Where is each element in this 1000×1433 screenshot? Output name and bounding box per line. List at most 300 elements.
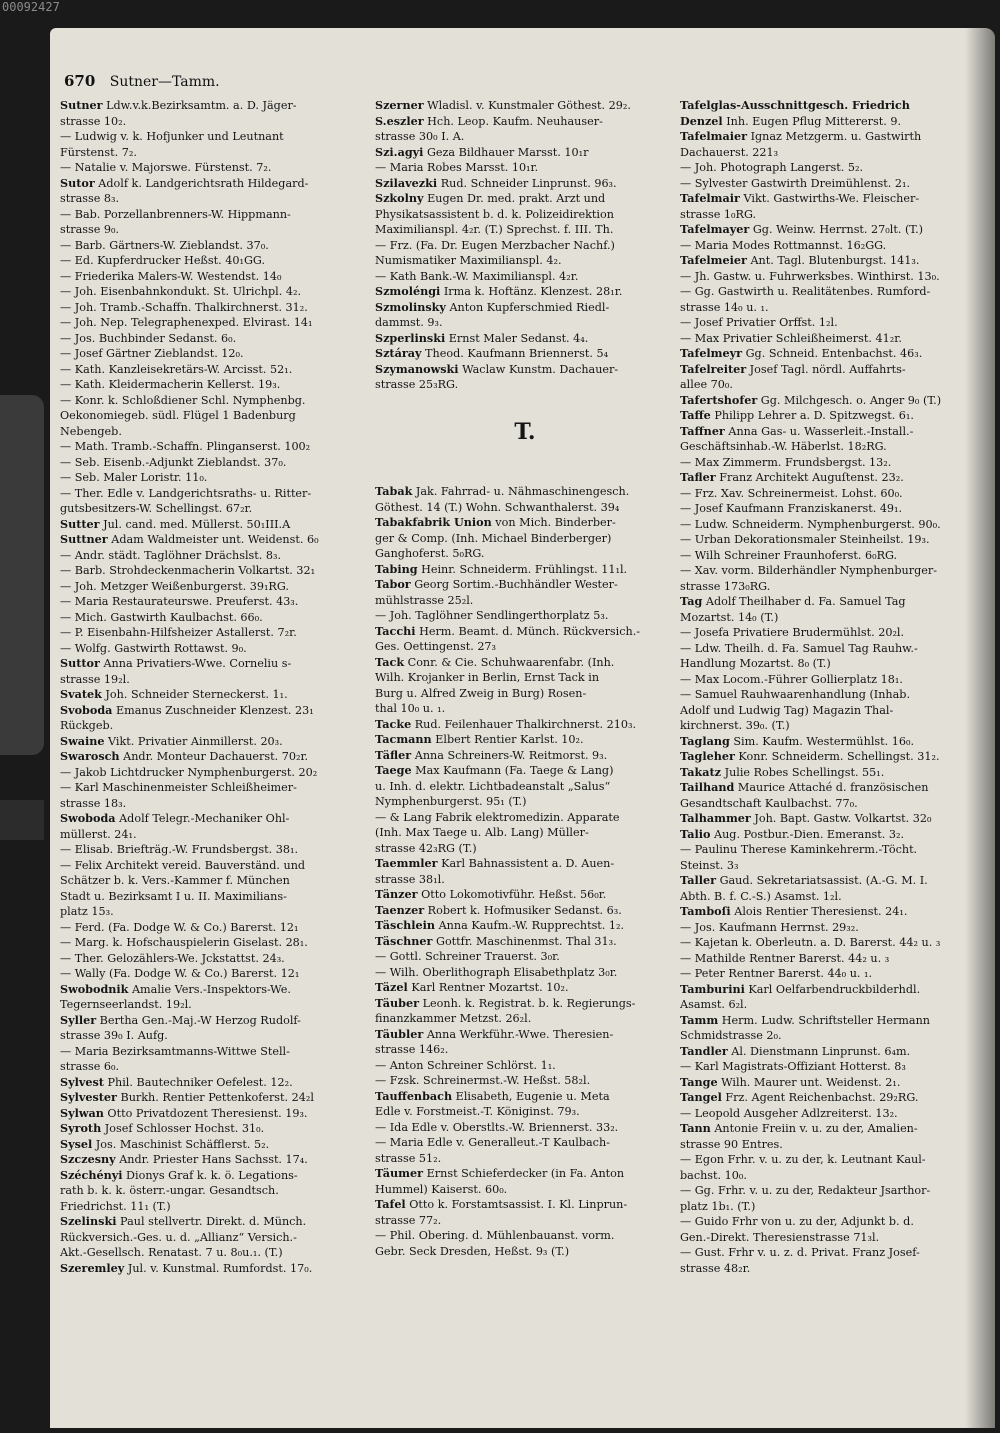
entry-text: — Joh. Tramb.-Schaffn. Thalkirchnerst. 31₂. <box>60 300 308 314</box>
directory-line <box>375 284 675 300</box>
entry-surname: Tamburini <box>680 981 745 996</box>
directory-line <box>60 1230 365 1246</box>
entry-surname: Taffner <box>680 423 725 438</box>
entry-surname: Täschner <box>375 933 433 948</box>
directory-line <box>680 966 992 982</box>
entry-text: Anna Kaufm.-W. Rupprechtst. 1₂. <box>435 919 625 932</box>
directory-line <box>60 780 365 796</box>
entry-text: — Joh. Photograph Langerst. 5₂. <box>680 161 864 174</box>
entry-surname: Denzel <box>680 113 723 128</box>
directory-line <box>680 439 992 455</box>
entry-text: strasse 1₀RG. <box>680 207 757 221</box>
entry-text: Numismatiker Maximilianspl. 4₂. <box>375 254 562 267</box>
directory-line <box>375 1228 675 1244</box>
entry-text: Phil. Bautechniker Oefelest. 12₂. <box>103 1075 293 1089</box>
directory-line <box>60 1090 365 1106</box>
entry-text: Robert k. Hofmusiker Sedanst. 6₃. <box>424 903 622 917</box>
entry-text: — Leopold Ausgeher Adlzreiterst. 13₂. <box>680 1106 898 1120</box>
entry-text: Mozartst. 14₀ (T.) <box>680 610 779 624</box>
directory-line <box>680 238 992 254</box>
entry-surname: Taenzer <box>375 902 425 917</box>
directory-line <box>680 718 992 734</box>
entry-text: thal 10₀ u. ₁. <box>375 702 446 715</box>
directory-line <box>680 579 992 595</box>
directory-line <box>375 1213 675 1229</box>
entry-text: Elbert Rentier Karlst. 10₂. <box>431 733 584 746</box>
directory-line <box>680 129 992 145</box>
entry-surname: Tag <box>680 594 703 608</box>
directory-line <box>60 889 365 905</box>
entry-text: — Karl Maschinenmeister Schleißheimer- <box>60 781 297 794</box>
entry-text: — Friederika Malers-W. Westendst. 14₀ <box>60 269 282 283</box>
entry-text: — Ida Edle v. Oberstlts.-W. Briennerst. 33₂. <box>375 1120 619 1134</box>
directory-line <box>375 577 675 593</box>
entry-text: — Peter Rentner Barerst. 44₀ u. ₁. <box>680 967 873 980</box>
entry-text: Fürstenst. 7₂. <box>60 145 137 159</box>
entry-text: Emanus Zuschneider Klenzest. 23₁ <box>112 703 314 717</box>
directory-line <box>375 1197 675 1213</box>
entry-text: Amalie Vers.-Inspektors-We. <box>128 982 291 996</box>
entry-text: ger & Comp. (Inh. Michael Binderberger) <box>375 531 612 545</box>
directory-line <box>680 517 992 533</box>
entry-text: — & Lang Fabrik elektromedizin. Apparate <box>375 810 620 824</box>
entry-surname: Sylvester <box>60 1090 117 1104</box>
directory-line <box>60 284 365 300</box>
entry-text: Anna Werkführ.-Wwe. Theresien- <box>423 1027 614 1041</box>
directory-line <box>375 748 675 764</box>
directory-line <box>375 1120 675 1136</box>
entry-surname: Suttor <box>60 656 100 670</box>
entry-text: Physikatsassistent b. d. k. Polizeidirektion <box>375 207 614 221</box>
entry-surname: Swarosch <box>60 749 120 763</box>
entry-text: strasse 18₃. <box>60 796 127 810</box>
entry-surname: Tafelmeier <box>680 253 747 267</box>
entry-text: — Ferd. (Fa. Dodge W. & Co.) Barerst. 12₁ <box>60 920 299 934</box>
entry-text: — Natalie v. Majorswe. Fürstenst. 7₂. <box>60 161 272 174</box>
entry-text: Karl Oelfarbendruckbilderhdl. <box>744 982 921 996</box>
directory-line <box>60 1106 365 1122</box>
entry-surname: Täubler <box>375 1026 424 1041</box>
entry-text: — Max Privatier Schleißheimerst. 41₂r. <box>680 331 902 345</box>
directory-line <box>375 362 675 378</box>
entry-text: Tegernseerlandst. 19₂l. <box>60 998 192 1011</box>
directory-line <box>680 269 992 285</box>
entry-text: Vikt. Privatier Ainmillerst. 20₃. <box>104 734 283 748</box>
directory-line <box>60 1152 365 1168</box>
entry-text: Gg. Weinw. Herrnst. 27₀lt. (T.) <box>749 223 924 236</box>
entry-text: Gg. Milchgesch. o. Anger 9₀ (T.) <box>757 393 942 407</box>
directory-line <box>375 996 675 1012</box>
directory-line <box>375 670 675 686</box>
entry-text: Wilh. Maurer unt. Weidenst. 2₁. <box>717 1075 901 1089</box>
entry-surname: Tabor <box>375 577 411 591</box>
directory-line <box>60 935 365 951</box>
directory-line <box>60 1214 365 1230</box>
entry-text: Gesandtschaft Kaulbachst. 77₀. <box>680 796 858 810</box>
directory-line <box>680 935 992 951</box>
entry-surname: Tamm <box>680 1012 719 1027</box>
directory-line <box>60 579 365 595</box>
entry-text: — Urban Dekorationsmaler Steinheilst. 19₃. <box>680 533 930 546</box>
column-middle <box>375 98 675 1259</box>
directory-line <box>680 176 992 192</box>
entry-text: Conr. & Cie. Schuhwaarenfabr. (Inh. <box>404 655 615 669</box>
directory-line <box>60 439 365 455</box>
entry-surname: Tafler <box>680 470 716 484</box>
entry-surname: Tafelmeyr <box>680 346 743 360</box>
directory-line <box>680 346 992 362</box>
entry-surname: Sylwan <box>60 1105 104 1120</box>
entry-surname: Suttner <box>60 532 108 546</box>
directory-line <box>680 191 992 207</box>
directory-line <box>680 1230 992 1246</box>
entry-surname: Taege <box>375 763 412 777</box>
directory-line <box>60 951 365 967</box>
entry-text: Ignaz Metzgerm. u. Gastwirth <box>747 130 922 143</box>
entry-text: Josef Schlosser Hochst. 31₀. <box>101 1122 265 1135</box>
directory-line <box>375 965 675 981</box>
entry-surname: Szmoléngi <box>375 284 441 298</box>
directory-line <box>60 873 365 889</box>
entry-text: Max Kaufmann (Fa. Taege & Lang) <box>411 764 614 777</box>
directory-line <box>375 810 675 826</box>
directory-line <box>60 625 365 641</box>
entry-text: Theod. Kaufmann Briennerst. 5₄ <box>421 347 609 360</box>
entry-surname: Tänzer <box>375 887 418 901</box>
entry-text: Vikt. Gastwirths-We. Fleischer- <box>739 192 920 205</box>
entry-text: strasse 30₀ I. A. <box>375 130 465 143</box>
entry-surname: Sutter <box>60 516 100 531</box>
entry-text: — Elisab. Briefträg.-W. Frundsbergst. 38₁. <box>60 843 299 856</box>
directory-line <box>375 717 675 733</box>
directory-line <box>375 841 675 857</box>
directory-line <box>375 593 675 609</box>
entry-surname: Szeremley <box>60 1260 125 1275</box>
directory-line <box>375 1089 675 1105</box>
entry-text: Hch. Leop. Kaufm. Neuhauser- <box>423 114 603 128</box>
entry-surname: Täschlein <box>375 918 436 932</box>
directory-line <box>375 331 675 347</box>
directory-line <box>680 1106 992 1122</box>
directory-line <box>375 1182 675 1198</box>
entry-surname: Tack <box>375 654 405 669</box>
entry-text: Dachauerst. 221₃ <box>680 145 779 159</box>
entry-surname: Syller <box>60 1012 97 1027</box>
entry-text: strasse 51₂. <box>375 1151 442 1165</box>
entry-text: — P. Eisenbahn-Hilfsheizer Astallerst. 7₂r. <box>60 626 297 639</box>
entry-surname: Takatz <box>680 764 722 779</box>
entry-text: — Samuel Rauhwaarenhandlung (Inhab. <box>680 688 911 701</box>
entry-text: Gottfr. Maschinenmst. Thal 31₃. <box>432 934 617 948</box>
entry-text: finanzkammer Metzst. 26₂l. <box>375 1012 532 1025</box>
entry-surname: Szerner <box>375 98 424 112</box>
entry-text: Sim. Kaufm. Westermühlst. 16₀. <box>729 734 915 748</box>
entry-text: Schätzer b. k. Vers.-Kammer f. München <box>60 874 290 887</box>
entry-surname: Tann <box>680 1121 711 1135</box>
directory-line <box>375 779 675 795</box>
entry-text: — Sylvester Gastwirth Dreimühlenst. 2₁. <box>680 176 911 190</box>
directory-line <box>375 222 675 238</box>
page-number: 670 <box>64 72 96 90</box>
directory-line <box>680 470 992 486</box>
book-spine-shadow <box>0 395 44 755</box>
entry-text: Steinst. 3₃ <box>680 858 739 872</box>
entry-surname: Tafertshofer <box>680 392 758 407</box>
directory-line <box>680 284 992 300</box>
directory-line <box>60 470 365 486</box>
entry-text: strasse 9₀. <box>60 223 120 236</box>
entry-text: Wladisl. v. Kunstmaler Göthest. 29₂. <box>423 99 631 112</box>
directory-line <box>680 687 992 703</box>
directory-line <box>680 300 992 316</box>
entry-surname: Sylvest <box>60 1074 104 1089</box>
directory-line <box>375 515 675 531</box>
directory-line <box>60 362 365 378</box>
entry-text: Adam Waldmeister unt. Weidenst. 6₀ <box>107 533 319 546</box>
entry-surname: Svatek <box>60 687 102 701</box>
directory-line <box>60 966 365 982</box>
directory-line <box>680 594 992 610</box>
directory-line <box>680 1044 992 1060</box>
entry-surname: Tafelmair <box>680 191 740 205</box>
entry-text: Asamst. 6₂l. <box>680 998 748 1011</box>
entry-text: — Kajetan k. Oberleutn. a. D. Barerst. 44₂ u. ₃ <box>680 936 941 949</box>
directory-line <box>60 1059 365 1075</box>
entry-text: Josef Tagl. nördl. Auffahrts- <box>746 362 906 376</box>
entry-text: Gebr. Seck Dresden, Heßst. 9₃ (T.) <box>375 1244 570 1258</box>
entry-text: Anton Kupferschmied Riedl- <box>445 300 610 314</box>
directory-line <box>375 918 675 934</box>
entry-surname: Szi.agyi <box>375 144 424 159</box>
entry-text: — Joh. Metzger Weißenburgerst. 39₁RG. <box>60 579 289 593</box>
directory-line <box>680 641 992 657</box>
entry-text: Göthest. 14 (T.) Wohn. Schwanthalerst. 39₄ <box>375 500 620 514</box>
scan-id: 00092427 <box>2 0 60 14</box>
directory-line <box>60 594 365 610</box>
entry-text: — Jakob Lichtdrucker Nymphenburgerst. 20₂ <box>60 765 318 779</box>
entry-surname: Tabing <box>375 561 418 576</box>
directory-line <box>680 393 992 409</box>
entry-text: — Konr. k. Schloßdiener Schl. Nymphenbg. <box>60 393 306 407</box>
directory-line <box>680 920 992 936</box>
entry-surname: Täfler <box>375 747 412 762</box>
entry-text: — Ther. Gelozählers-We. Jckstattst. 24₃. <box>60 951 285 965</box>
entry-text: — Wilh. Oberlithograph Elisabethplatz 3₀r. <box>375 965 618 979</box>
entry-text: — Maria Modes Rottmannst. 16₂GG. <box>680 238 887 252</box>
entry-text: — Wally (Fa. Dodge W. & Co.) Barerst. 12₁ <box>60 967 300 980</box>
directory-line <box>375 1027 675 1043</box>
directory-line <box>375 655 675 671</box>
entry-text: — Ludwig v. k. Hofjunker und Leutnant <box>60 130 284 143</box>
entry-text: — Karl Magistrats-Offiziant Hotterst. 8₃ <box>680 1060 906 1073</box>
entry-text: kirchnerst. 39₀. (T.) <box>680 719 790 732</box>
directory-line <box>60 424 365 440</box>
entry-text: — Jh. Gastw. u. Fuhrwerksbes. Winthirst. 13₀. <box>680 269 940 283</box>
directory-line <box>60 796 365 812</box>
entry-text: Adolf k. Landgerichtsrath Hildegard- <box>94 176 309 190</box>
directory-line <box>375 1135 675 1151</box>
entry-surname: Tailhand <box>680 780 735 794</box>
entry-surname: Tacmann <box>375 732 432 746</box>
entry-surname: S.eszler <box>375 113 424 128</box>
directory-line <box>60 1121 365 1137</box>
entry-text: Antonie Freiin v. u. zu der, Amalien- <box>710 1122 918 1135</box>
entry-text: — Ther. Edle v. Landgerichtsraths- u. Ritter- <box>60 486 312 500</box>
directory-line <box>375 763 675 779</box>
directory-line <box>680 951 992 967</box>
directory-line <box>375 300 675 316</box>
directory-line <box>375 934 675 950</box>
directory-line <box>375 856 675 872</box>
directory-line <box>680 253 992 269</box>
directory-line <box>60 765 365 781</box>
entry-text: Nebengeb. <box>60 424 122 438</box>
entry-text: Ganghoferst. 5₀RG. <box>375 547 485 560</box>
entry-text: Gaud. Sekretariatsassist. (A.-G. M. I. <box>716 874 928 887</box>
entry-text: — Gg. Frhr. v. u. zu der, Redakteur Jsarthor- <box>680 1184 931 1197</box>
entry-text: Herm. Ludw. Schriftsteller Hermann <box>718 1013 930 1027</box>
entry-text: strasse 146₂. <box>375 1043 449 1056</box>
entry-text: — Xav. vorm. Bilderhändler Nymphenburger- <box>680 564 937 577</box>
entry-text: — Gottl. Schreiner Trauerst. 3₀r. <box>375 950 560 963</box>
entry-text: — Joh. Eisenbahnkondukt. St. Ulrichpl. 4₂. <box>60 285 301 298</box>
entry-text: Otto Lokomotivführ. Heßst. 56₀r. <box>417 888 607 901</box>
directory-line <box>680 904 992 920</box>
column-middle-s-entries <box>375 98 675 393</box>
entry-text: strasse 173₀RG. <box>680 579 771 593</box>
directory-line <box>60 1183 365 1199</box>
entry-text: dammst. 9₃. <box>375 316 443 329</box>
directory-line <box>680 145 992 161</box>
directory-line <box>60 331 365 347</box>
directory-line <box>680 610 992 626</box>
directory-line <box>60 315 365 331</box>
directory-line <box>375 624 675 640</box>
directory-line <box>680 331 992 347</box>
entry-text: Gg. Schneid. Entenbachst. 46₃. <box>742 347 923 360</box>
directory-line <box>680 548 992 564</box>
entry-text: — Max Locom.-Führer Gollierplatz 18₁. <box>680 672 903 686</box>
directory-line <box>375 238 675 254</box>
directory-line <box>680 563 992 579</box>
entry-text: — Kath Bank.-W. Maximilianspl. 4₂r. <box>375 269 579 283</box>
entry-text: Burg u. Alfred Zweig in Burg) Rosen- <box>375 686 587 700</box>
directory-line <box>60 703 365 719</box>
entry-text: strasse 10₂. <box>60 114 127 128</box>
entry-text: müllerst. 24₁. <box>60 827 137 841</box>
entry-text: mühlstrasse 25₂l. <box>375 593 474 607</box>
entry-surname: Tacchi <box>375 623 416 638</box>
entry-surname: Täumer <box>375 1166 424 1180</box>
directory-line <box>60 749 365 765</box>
entry-text: strasse 39₀ I. Aufg. <box>60 1029 168 1042</box>
entry-text: gutsbesitzers-W. Schellingst. 67₂r. <box>60 502 253 515</box>
directory-line <box>60 842 365 858</box>
entry-text: Jos. Maschinist Schäfflerst. 5₂. <box>92 1137 270 1151</box>
entry-text: — Gg. Gastwirth u. Realitätenbes. Rumford- <box>680 285 931 298</box>
entry-text: — Andr. städt. Taglöhner Drächslst. 8₃. <box>60 548 282 562</box>
directory-line <box>680 1199 992 1215</box>
directory-line <box>60 129 365 145</box>
entry-text: strasse 6₀. <box>60 1060 120 1073</box>
directory-line <box>375 1011 675 1027</box>
entry-surname: Szkolny <box>375 191 424 205</box>
entry-text: Karl Rentner Mozartst. 10₂. <box>407 981 569 994</box>
entry-surname: Tauffenbach <box>375 1088 453 1103</box>
directory-line <box>680 625 992 641</box>
entry-text: strasse 14₀ u. ₁. <box>680 300 769 314</box>
directory-line <box>680 362 992 378</box>
entry-text: Philipp Lehrer a. D. Spitzwegst. 6₁. <box>710 409 914 422</box>
directory-line <box>375 546 675 562</box>
directory-line <box>680 1214 992 1230</box>
directory-line <box>375 794 675 810</box>
entry-text: platz 1b₁. (T.) <box>680 1199 756 1213</box>
entry-text: strasse 77₂. <box>375 1213 442 1227</box>
entry-text: Georg Sortim.-Buchhändler Wester- <box>410 578 618 591</box>
entry-text: Julie Robes Schellingst. 55₁. <box>721 765 885 779</box>
directory-line <box>60 455 365 471</box>
entry-text: Waclaw Kunstm. Dachauer- <box>458 362 619 376</box>
entry-text: rath b. k. k. österr.-ungar. Gesandtsch. <box>60 1184 279 1197</box>
directory-line <box>60 253 365 269</box>
directory-line <box>680 1137 992 1153</box>
entry-surname: Tafelmaier <box>680 129 748 143</box>
entry-surname: Talio <box>680 826 711 841</box>
directory-line <box>680 532 992 548</box>
entry-text: Aug. Postbur.-Dien. Emeranst. 3₂. <box>710 827 905 841</box>
entry-text: — Barb. Gärtners-W. Zieblandst. 37₀. <box>60 238 269 252</box>
directory-line <box>375 176 675 192</box>
entry-text: — Mathilde Rentner Barerst. 44₂ u. ₃ <box>680 951 890 965</box>
entry-text: von Mich. Binderber- <box>491 516 616 529</box>
directory-line <box>60 269 365 285</box>
entry-surname: Tacke <box>375 716 412 731</box>
directory-line <box>680 656 992 672</box>
directory-line <box>60 98 365 114</box>
directory-line <box>60 656 365 672</box>
entry-surname: Swobodnik <box>60 981 129 996</box>
entry-text: — Mich. Gastwirth Kaulbachst. 66₀. <box>60 610 263 624</box>
directory-line <box>60 222 365 238</box>
entry-text: Geschäftsinhab.-W. Häberlst. 18₂RG. <box>680 440 887 453</box>
entry-text: strasse 90 Entres. <box>680 1137 783 1151</box>
column-right <box>680 98 992 1276</box>
running-title: Sutner—Tamm. <box>109 74 220 90</box>
directory-line <box>375 686 675 702</box>
directory-line <box>60 563 365 579</box>
directory-line <box>680 1075 992 1091</box>
entry-text: — Gust. Frhr v. u. z. d. Privat. Franz Josef- <box>680 1246 920 1259</box>
directory-line <box>375 980 675 996</box>
entry-surname: Sysel <box>60 1136 93 1151</box>
entry-text: Rückgeb. <box>60 719 114 732</box>
entry-text: Wilh. Krojanker in Berlin, Ernst Tack in <box>375 671 600 684</box>
directory-line <box>680 160 992 176</box>
entry-text: strasse 42₃RG (T.) <box>375 841 477 855</box>
entry-text: Anna Schreiners-W. Reitmorst. 9₃. <box>411 748 608 762</box>
entry-text: — Anton Schreiner Schlörst. 1₁. <box>375 1058 556 1072</box>
entry-text: Adolf und Ludwig Tag) Magazin Thal- <box>680 703 894 717</box>
entry-surname: Tagleher <box>680 749 735 763</box>
entry-text: Anna Privatiers-Wwe. Corneliu s- <box>99 657 292 670</box>
directory-line <box>375 608 675 624</box>
entry-text: Ldw.v.k.Bezirksamtm. a. D. Jäger- <box>102 99 297 112</box>
directory-line <box>60 920 365 936</box>
entry-text: Hummel) Kaiserst. 60₀. <box>375 1182 508 1196</box>
directory-line <box>680 222 992 238</box>
entry-text: — Frz. (Fa. Dr. Eugen Merzbacher Nachf.) <box>375 238 615 252</box>
